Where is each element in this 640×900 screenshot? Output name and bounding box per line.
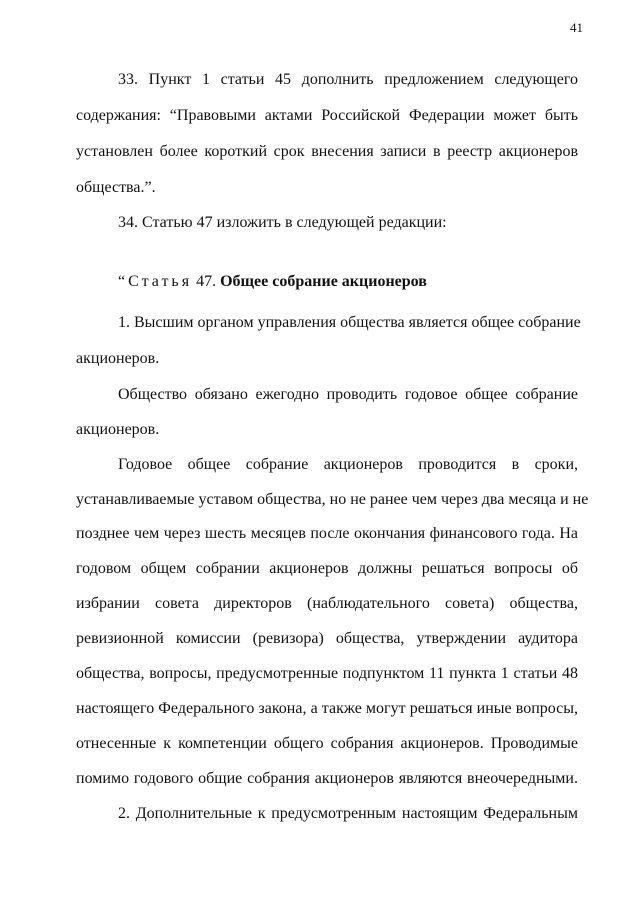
article-title: Общее собрание акционеров [220,273,427,290]
body-line: 1. Высшим органом управления общества является общее собрание [118,314,581,331]
body-line: избрании совета директоров (наблюдательного совета) общества, [76,595,578,612]
body-line: позднее чем через шесть месяцев после окончания финансового года. На [76,525,578,542]
body-line: акционеров. [76,421,160,438]
body-line: ревизионной комиссии (ревизора) общества, утверждении аудитора [76,630,578,647]
body-line: Годовое общее собрание акционеров проводится в сроки, [118,456,578,473]
paragraph-33-line: общества.”. [76,179,156,196]
article-heading [118,272,578,292]
body-line: 2. Дополнительные к предусмотренным настоящим Федеральным [118,805,578,822]
article-prefix: “Статья [118,273,193,290]
paragraph-33-line: 33. Пункт 1 статьи 45 дополнить предложением следующего [118,71,578,88]
body-line: устанавливаемые уставом общества, но не ранее чем через два месяца и не [76,491,589,508]
body-line: отнесенные к компетенции общего собрания акционеров. Проводимые [76,735,578,752]
paragraph-33-line: установлен более короткий срок внесения записи в реестр акционеров [76,143,578,160]
body-line: Общество обязано ежегодно проводить годовое общее собрание [118,386,578,403]
page-number: 41 [570,20,583,35]
body-line: настоящего Федерального закона, а также могут решаться иные вопросы, [76,700,578,717]
body-line: общества, вопросы, предусмотренные подпунктом 11 пункта 1 статьи 48 [76,665,578,682]
paragraph-34: 34. Статью 47 изложить в следующей редакции: [118,214,447,231]
body-line: акционеров. [76,350,160,367]
body-line: годовом общем собрании акционеров должны решаться вопросы об [76,560,578,577]
article-number: 47. [196,273,217,290]
paragraph-33-line: содержания: “Правовыми актами Российской Федерации может быть [76,107,578,124]
body-line: помимо годового общие собрания акционеров являются внеочередными. [76,770,578,787]
